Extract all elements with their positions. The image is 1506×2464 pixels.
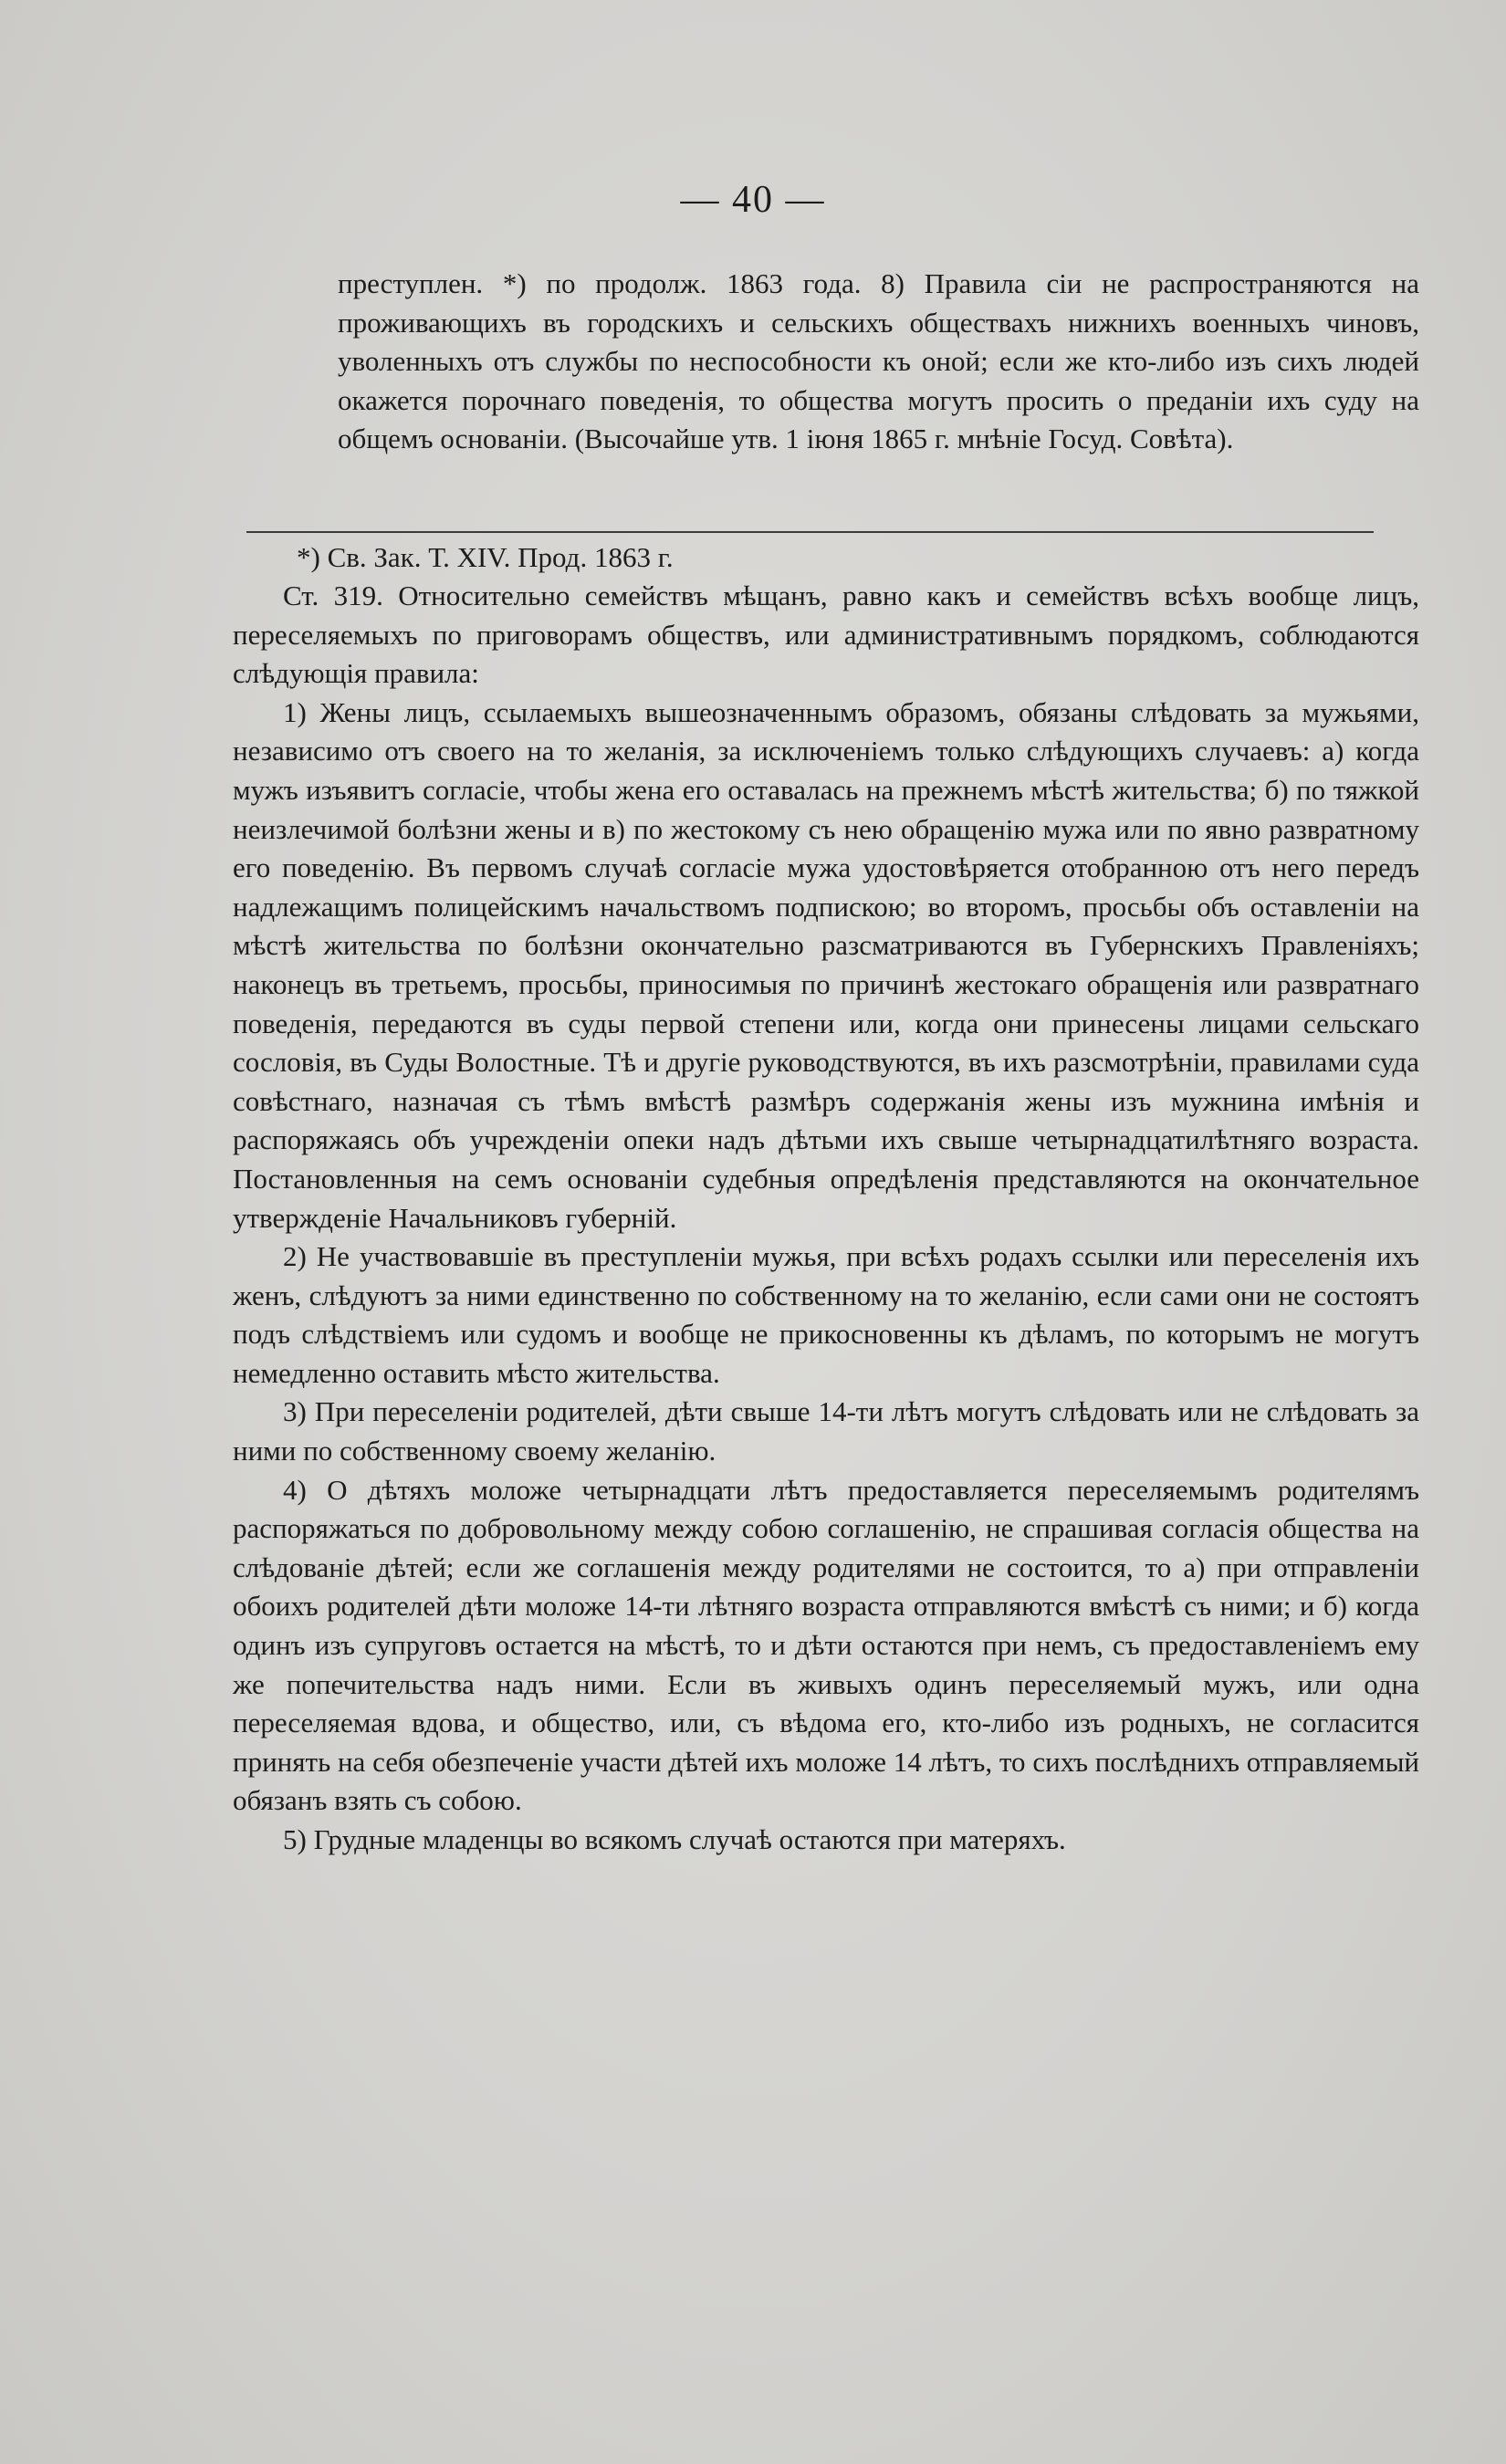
rule-3-paragraph: 3) При переселеніи родителей, дѣти свыше 14-ти лѣтъ могутъ слѣдовать или не слѣдовать за ними по собственному своему желанію. xyxy=(233,1395,1419,1467)
continuation-paragraph-block xyxy=(233,265,1419,459)
rule-4-paragraph: 4) О дѣтяхъ моложе четырнадцати лѣтъ предоставляется переселяемымъ родителямъ распоряжаться по добровольному между собою соглашенію, не спрашивая согласія общества на слѣдованіе дѣтей; если же соглашенія между родителями не состоится, то а) при отправленіи обоихъ родителей дѣти моложе 14-ти лѣтняго возраста отправляются вмѣстѣ съ ними; и б) когда одинъ изъ супруговъ остается на мѣстѣ, то и дѣти остаются при немъ, съ предоставленіемъ ему же попечительства надъ ними. Если въ живыхъ одинъ переселяемый мужъ, или одна переселяемая вдова, и общество, или, съ вѣдома его, кто-либо изъ родныхъ, не согласится принять на себя обезпеченіе участи дѣтей ихъ моложе 14 лѣтъ, то сихъ послѣднихъ отправляемый обязанъ взять съ собою. xyxy=(233,1473,1419,1817)
footnote: *) Св. Зак. Т. XIV. Прод. 1863 г. xyxy=(297,541,674,573)
rule-1-paragraph: 1) Жены лицъ, ссылаемыхъ вышеозначеннымъ образомъ, обязаны слѣдовать за мужьями, независимо отъ своего на то желанія, за исключеніемъ только слѣдующихъ случаевъ: а) когда мужъ изъявитъ согласіе, чтобы жена его оставалась на прежнемъ мѣстѣ жительства; б) по тяжкой неизлечимой болѣзни жены и в) по жестокому съ нею обращенію мужа или по явно развратному его поведенію. Въ первомъ случаѣ согласіе мужа удостовѣряется отобранною отъ него передъ надлежащимъ полицейскимъ начальствомъ подпискою; во второмъ, просьбы объ оставленіи на мѣстѣ жительства по болѣзни окончательно разсматриваются въ Губернскихъ Правленіяхъ; наконецъ въ третьемъ, просьбы, приносимыя по причинѣ жестокаго обращенія или развратнаго поведенія, передаются въ суды первой степени или, когда они принесены лицами сельскаго сословія, въ Суды Волостные. Тѣ и другіе руководствуются, въ ихъ разсмотрѣніи, правилами суда совѣстнаго, назначая съ тѣмъ вмѣстѣ размѣръ содержанія жены изъ мужнина имѣнія и распоряжаясь объ учрежденіи опеки надъ дѣтьми ихъ свыше четырнадцатилѣтняго возраста. Постановленныя на семъ основаніи судебныя опредѣленія представляются на окончательное утвержденіе Начальниковъ губерній. xyxy=(233,695,1419,1234)
article-319-block xyxy=(233,577,1419,1860)
continuation-paragraph: преступлен. *) по продолж. 1863 года. 8) Правила сіи не распространяются на проживающихъ въ городскихъ и сельскихъ обществахъ нижнихъ военныхъ чиновъ, уволенныхъ отъ службы по неспособности къ оной; если же кто-либо изъ сихъ людей окажется порочнаго поведенія, то общества могутъ просить о преданіи ихъ суду на общемъ основаніи. (Высочайше утв. 1 іюня 1865 г. мнѣніе Госуд. Совѣта). xyxy=(338,267,1419,455)
footnote-divider xyxy=(246,531,1374,533)
page-number: — 40 — xyxy=(680,179,826,221)
rule-2-paragraph: 2) Не участвовавшіе въ преступленіи мужья, при всѣхъ родахъ ссылки или переселенія ихъ женъ, слѣдуютъ за ними единственно по собственному на то желанію, если сами они не состоятъ подъ слѣдствіемъ или судомъ и вообще не прикосновенны къ дѣламъ, по которымъ не могутъ немедленно оставить мѣсто жительства. xyxy=(233,1240,1419,1389)
article-intro-paragraph: Ст. 319. Относительно семействъ мѣщанъ, равно какъ и семействъ всѣхъ вообще лицъ, переселяемыхъ по приговорамъ обществъ, или административнымъ порядкомъ, соблюдаются слѣдующія правила: xyxy=(233,579,1419,690)
rule-5-paragraph: 5) Грудные младенцы во всякомъ случаѣ остаются при матеряхъ. xyxy=(283,1823,1066,1855)
